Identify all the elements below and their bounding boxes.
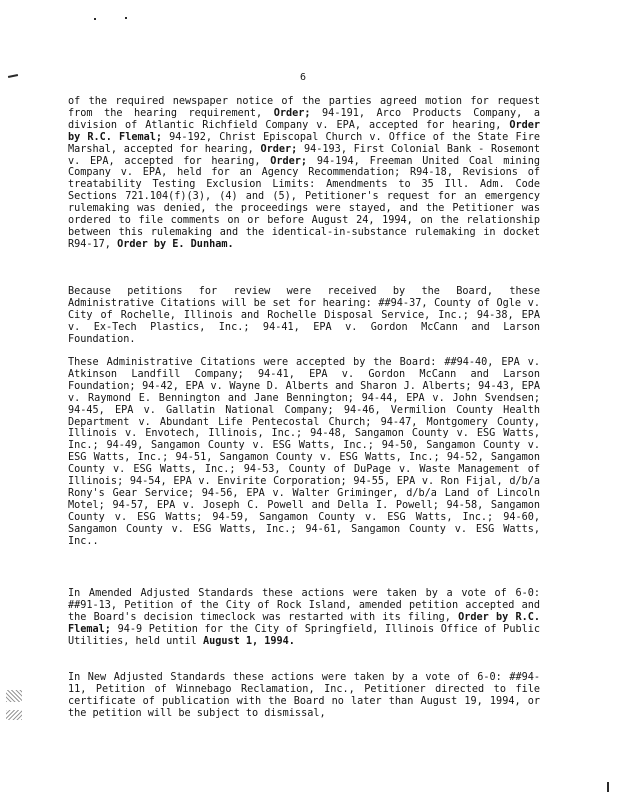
paragraph-amended-adjusted-standards (68, 588, 540, 648)
body-text: of the required newspaper notice of the parties agreed motion for request from the hearing requirement, (68, 96, 540, 119)
body-text: In New Adjusted Standards these actions were taken by a vote of 6-0: ##94-11, Petition of Winnebago Reclamation, Inc., Petitioner directed to file certificate of publication with the Board no later than August 19, 1994, or the petition will be subject to dismissal, (68, 672, 540, 719)
bold-order-text: Order by R.C. Flemal; (68, 611, 540, 635)
scan-speckle-left-2 (6, 710, 22, 720)
bold-order-text: Order by R.C. Flemal; (68, 119, 540, 143)
scan-mark-top-center (125, 17, 127, 19)
paragraph-citations-hearing (68, 286, 540, 346)
scan-mark-right-edge (607, 782, 609, 792)
body-text: 94-194, Freeman United Coal mining Company v. EPA, held for an Agency Recommendation; R94-18, Revisions of treatability Testing Exclusion Limits: Amendments to 35 Ill. Adm. Code Sections 721.104(f)(3), (4) and (5), Petitioner's request for an emergency rulemaking was denied, the proceedings were stayed, and the Petitioner was ordered to file comments on or before August 24, 1994, on the relationship between this rulemaking and the identical-in-substance rulemaking in docket R94-17, (68, 155, 540, 250)
body-text: These Administrative Citations were accepted by the Board: ##94-40, EPA v. Atkinson Landfill Company; 94-41, EPA v. Gordon McCann and Larson Foundation; 94-42, EPA v. Wayne D. Alberts and Sharon J. Alberts; 94-43, EPA v. Raymond E. Bennington and Jane Bennington; 94-44, EPA v. John Svendsen; 94-45, EPA v. Gallatin National Company; 94-46, Vermilion County Health Department v. Abundant Life Pentecostal Church; 94-47, Montgomery County, Illinois v. Envotech, Illinois, Inc.; 94-48, Sangamon County v. ESG Watts, Inc.; 94-49, Sangamon County v. ESG Watts, Inc.; 94-50, Sangamon County v. ESG Watts, Inc.; 94-51, Sangamon County v. ESG Watts, Inc.; 94-52, Sangamon County v. ESG Watts, Inc.; 94-53, County of DuPage v. Waste Management of Illinois; 94-54, EPA v. Envirite Corporation; 94-55, EPA v. Ron Fijal, d/b/a Rony's Gear Service; 94-56, EPA v. Walter Griminger, d/b/a Land of Lincoln Motel; 94-57, EPA v. Joseph C. Powell and Della I. Powell; 94-58, Sangamon County v. ESG Watts; 94-59, Sangamon County v. ESG Watts, Inc.; 94-60, Sangamon County v. ESG Watts, Inc.; 94-61, Sangamon County v. ESG Watts, Inc.. (68, 357, 540, 547)
scan-mark-top-left (94, 18, 96, 20)
bold-order-text: Order by E. Dunham. (117, 238, 234, 250)
bold-order-text: Order; (273, 107, 311, 119)
body-text: 94-9 Petition for the City of Springfield, Illinois Office of Public Utilities, held until (68, 623, 540, 647)
body-text: In Amended Adjusted Standards these actions were taken by a vote of 6-0: ##91-13, Petition of the City of Rock Island, amended petition accepted and the Board's decision timeclock was restarted with its filing, (68, 588, 540, 623)
body-text: 94-192, Christ Episcopal Church v. Office of the State Fire Marshal, accepted for hearing, (68, 131, 540, 155)
paragraph-citations-accepted (68, 357, 540, 548)
paragraph-dockets (68, 96, 540, 251)
scan-mark-left-margin (8, 74, 18, 78)
bold-order-text: Order; (260, 143, 298, 155)
body-text: 94-191, Arco Products Company, a division of Atlantic Richfield Company v. EPA, accepted for hearing, (68, 107, 540, 131)
bold-order-text: August 1, 1994. (202, 635, 295, 647)
bold-order-text: Order; (270, 155, 308, 167)
page-number: 6 (300, 72, 307, 83)
body-text: 94-193, First Colonial Bank - Rosemont v. EPA, accepted for hearing, (68, 143, 541, 167)
body-text: Because petitions for review were received by the Board, these Administrative Citations will be set for hearing: ##94-37, County of Ogle v. City of Rochelle, Illinois and Rochelle Disposal Service, Inc.; 94-38, EPA v. Ex-Tech Plastics, Inc.; 94-41, EPA v. Gordon McCann and Larson Foundation. (68, 286, 540, 345)
scan-speckle-left-1 (6, 690, 22, 702)
paragraph-new-adjusted-standards (68, 672, 540, 720)
